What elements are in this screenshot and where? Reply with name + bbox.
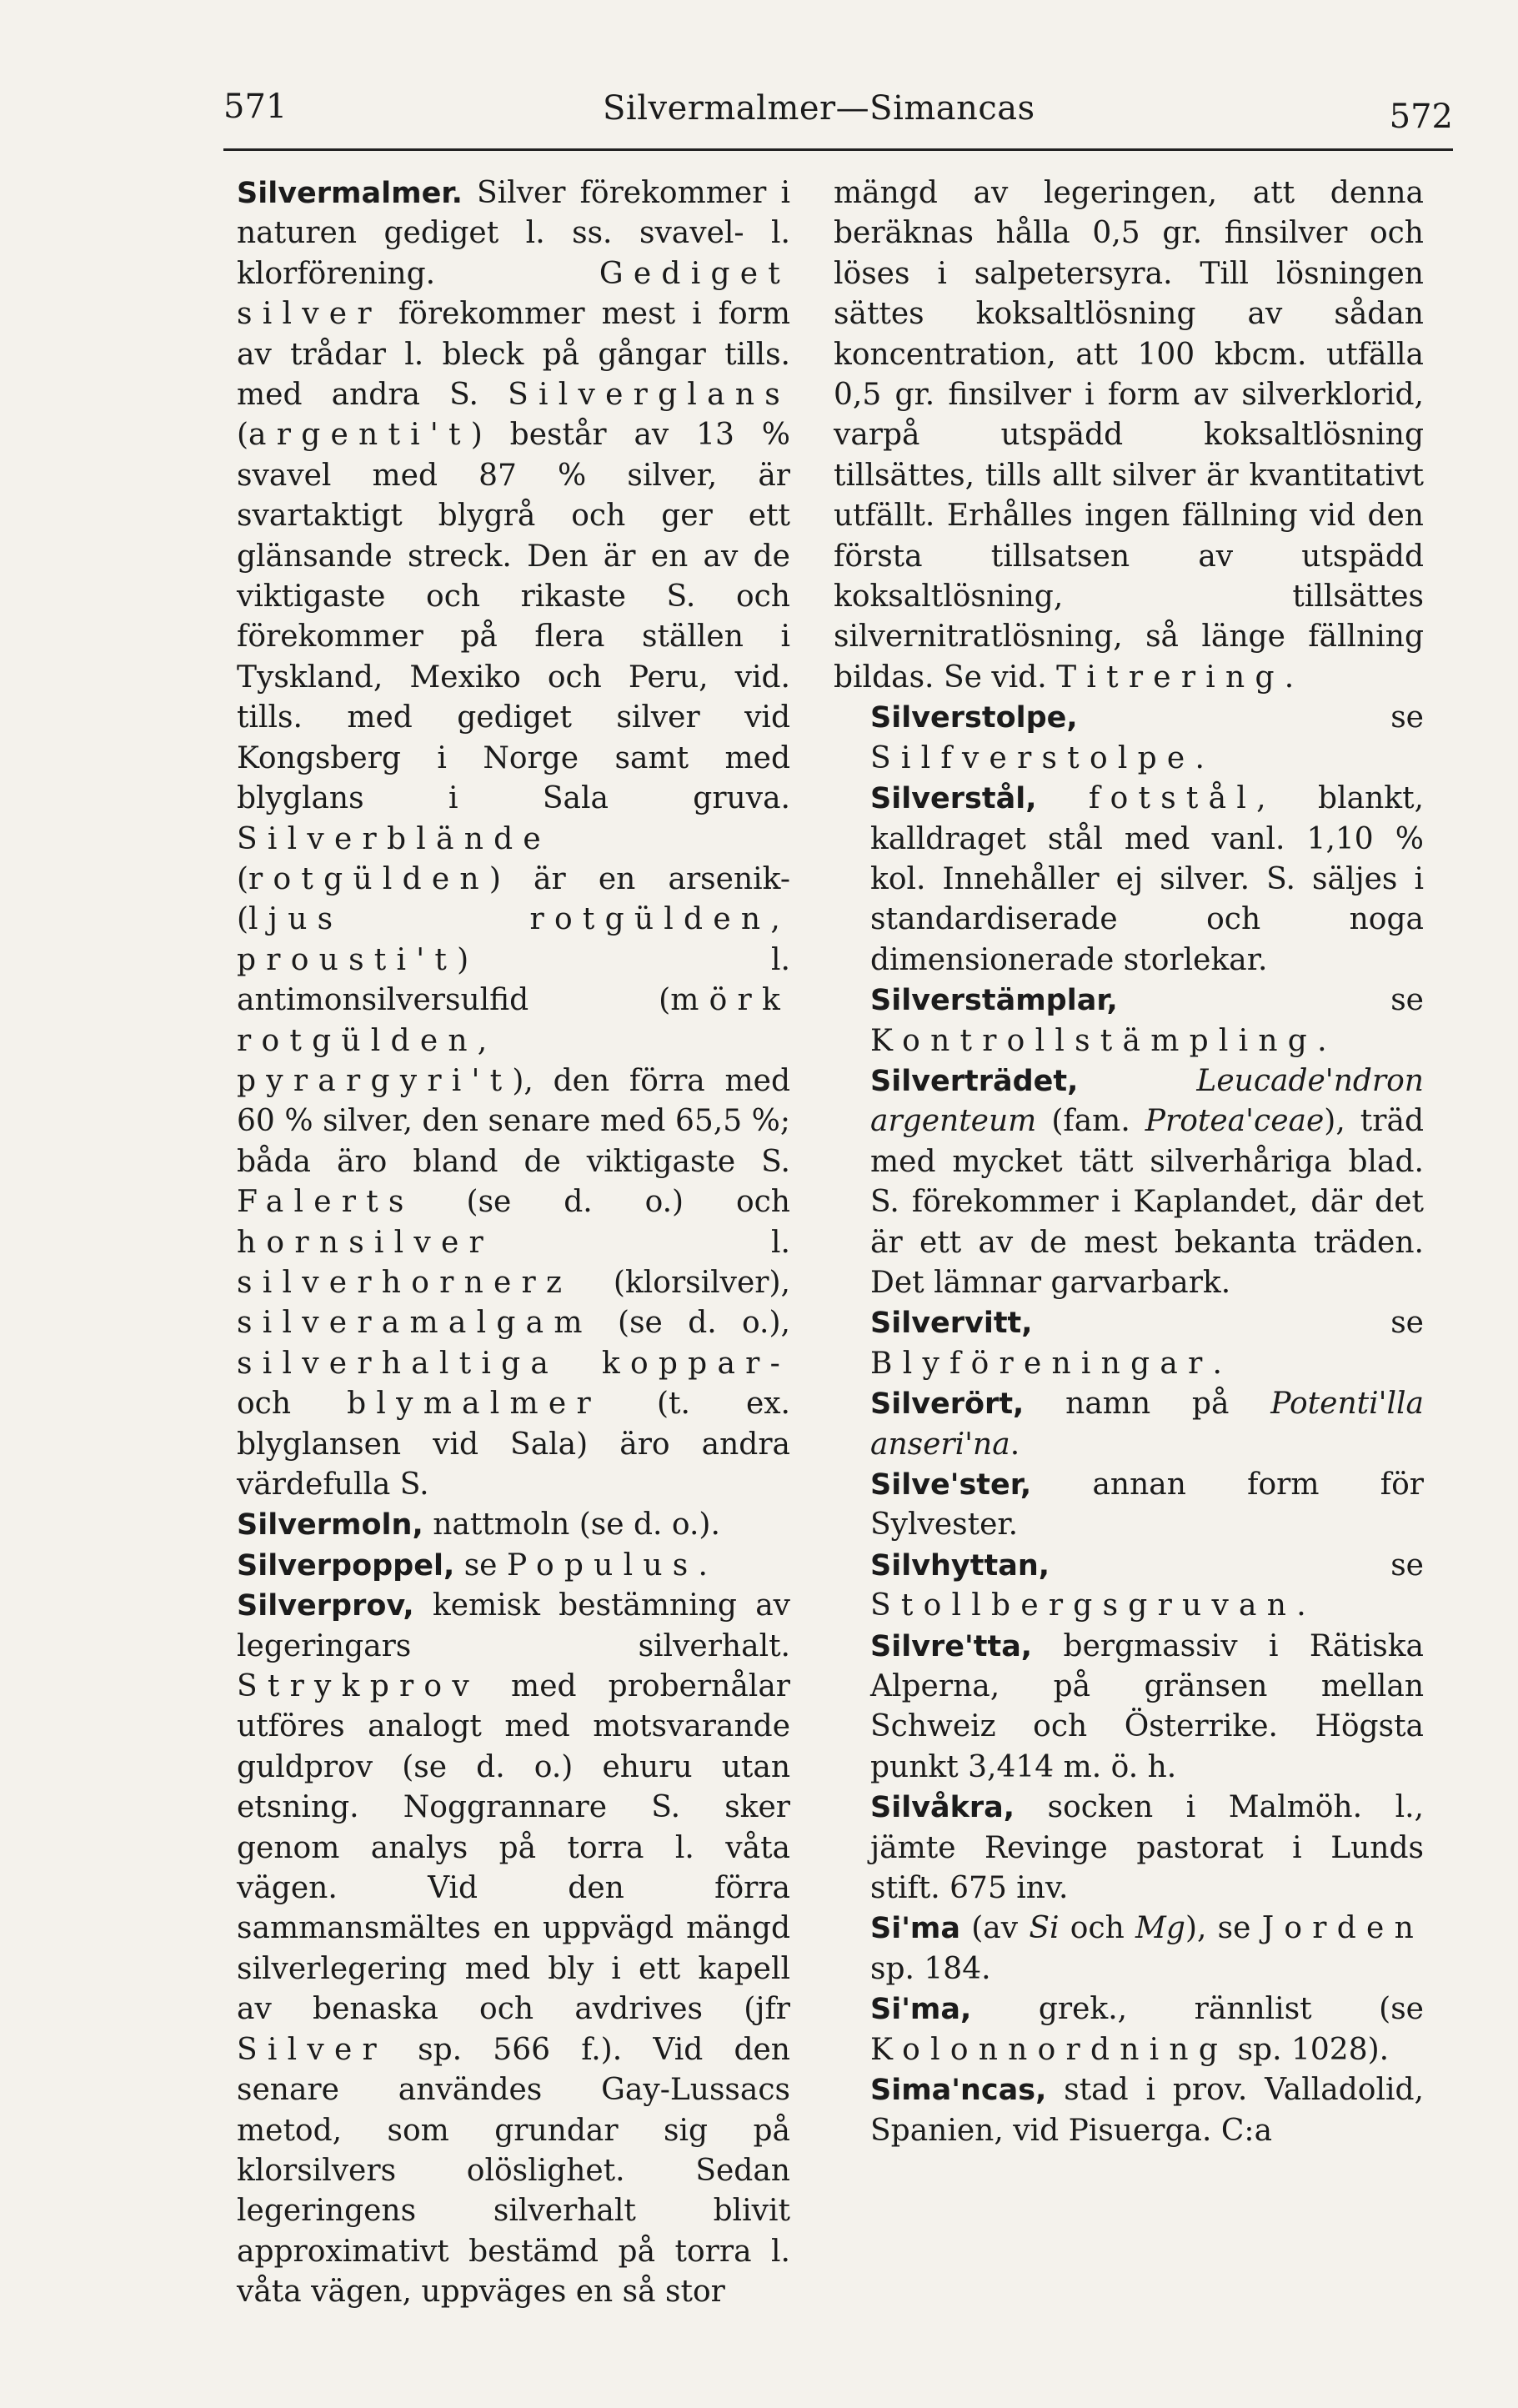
entry-sima-1: Si'ma (av Si och Mg), se Jorden sp. 184.	[870, 1911, 1424, 1986]
headword: Silverpoppel,	[237, 1548, 455, 1583]
entry-silvervitt: Silvervitt, se Blyföreningar.	[870, 1306, 1424, 1381]
left-column	[200, 173, 790, 2313]
spaced-term: Silverblände	[237, 821, 551, 856]
entry-silvertradet: Silverträdet, Leucade'ndron argenteum (fam. Protea'ceae), träd med mycket tätt silverhåriga blad. S. förekommer i Kaplandet, där det är ett av de mest bekanta träden. Det lämnar garvarbark.	[870, 1063, 1424, 1300]
entry-silvretta: Silvre'tta, bergmassiv i Rätiska Alperna, på gränsen mellan Schweiz och Österrike. Högsta punkt 3,414 m. ö. h.	[870, 1628, 1424, 1784]
headword: Silvervitt,	[870, 1307, 1033, 1341]
latin-name: Leucade'ndron argenteum	[870, 1063, 1424, 1139]
spaced-term: ljus rotgülden, prousti't	[237, 902, 790, 977]
headword: Silvermalmer.	[237, 177, 463, 210]
headword: Silverstämplar,	[870, 984, 1118, 1018]
entry-silverstal: Silverstål, fotstål, blankt, kalldraget stål med vanl. 1,10 % kol. Innehåller ej silver. S. säljes i standardiserade och noga dimensionerade storlekar.	[870, 781, 1424, 977]
entry-silverstamplar: Silverstämplar, se Kontrollstämpling.	[870, 983, 1424, 1058]
headword: Sima'ncas,	[870, 2074, 1047, 2108]
entry-silverpoppel: Silverpoppel, se Populus.	[237, 1548, 708, 1583]
entry-silverort: Silverört, namn på Potenti'lla anseri'na.	[870, 1387, 1424, 1462]
chemical-symbol: Mg	[1135, 1911, 1185, 1946]
spaced-term: argenti't	[248, 418, 471, 453]
entry-sima-2: Si'ma, grek., rännlist (se Kolonnordning sp. 1028).	[870, 1992, 1424, 2067]
headword: Silverört,	[870, 1387, 1025, 1422]
entry-silvester: Silve'ster, annan form för Sylvester.	[870, 1467, 1424, 1543]
headword: Si'ma,	[870, 1993, 972, 2027]
spaced-term: Stollbergsgruvan	[870, 1588, 1297, 1623]
header-rule	[223, 148, 1453, 151]
spaced-term: Kontrollstämpling	[870, 1023, 1318, 1058]
headword: Silverstål,	[870, 782, 1037, 816]
spaced-term: silverhornerz	[237, 1265, 573, 1300]
spaced-term: Silfverstolpe	[870, 740, 1195, 775]
entry-silverprov: Silverprov, kemisk bestämning av legeringars silverhalt. Strykprov med probernålar utföres analogt med motsvarande guldprov (se d. o.) ehuru utan etsning. Noggrannare S. sker genom analys på torra l. våta vägen. Vid den förra sammansmältes en uppvägd mängd silverlegering med bly i ett kapell av benaska och avdrives (jfr Silver sp. 566 f.). Vid den senare användes Gay-Lussacs metod, som grundar sig på klorsilvers olöslighet. Sedan legeringens silverhalt blivit approximativt bestämd på torra l. våta vägen, uppväges en så stor	[237, 1588, 790, 2310]
entry-silvermalmer: Silvermalmer. Silver förekommer i naturen gediget l. ss. svavel- l. klorförening. Gediget silver förekommer mest i form av trådar l. bleck på gångar tills. med andra S. Silverglans (argenti't) består av 13 % svavel med 87 % silver, är svartaktigt blygrå och ger ett glänsande streck. Den är en av de viktigaste och rikaste S. och förekommer på flera ställen i Tyskland, Mexiko och Peru, vid. tills. med gediget silver vid Kongsberg i Norge samt med blyglans i Sala gruva. Silverblände (rotgülden) är en arsenik- (ljus rotgülden, prousti't) l. antimonsilversulfid (mörk rotgülden, pyrargyri't), den förra med 60 % silver, den senare med 65,5 %; båda äro bland de viktigaste S. Falerts (se d. o.) och hornsilver l. silverhornerz (klorsilver), silveramalgam (se d. o.), silverhaltiga koppar- och blymalmer (t. ex. blyglansen vid Sala) äro andra värdefulla S.	[237, 176, 790, 1502]
spaced-term: silverhaltiga koppar-	[237, 1346, 790, 1381]
spaced-term: Blyföreningar	[870, 1346, 1213, 1381]
entry-silvhyttan: Silvhyttan, se Stollbergsgruvan.	[870, 1548, 1424, 1623]
right-column	[834, 173, 1424, 2151]
spaced-term: fotstål	[1089, 781, 1257, 816]
spaced-term: Jorden	[1261, 1911, 1424, 1946]
spaced-term: Silver	[237, 2032, 387, 2067]
chemical-symbol: Si	[1029, 1911, 1060, 1946]
entry-silvakra: Silvåkra, socken i Malmöh. l., jämte Revinge pastorat i Lunds stift. 675 inv.	[870, 1790, 1424, 1906]
spaced-term: blymalmer	[347, 1387, 601, 1422]
headword: Silvermoln,	[237, 1508, 423, 1543]
headword: Silverträdet,	[870, 1064, 1079, 1098]
latin-name: Protea'ceae	[1145, 1104, 1325, 1139]
entry-continuation: mängd av legeringen, att denna beräknas hålla 0,5 gr. finsilver och löses i salpetersyra. Till lösningen sättes koksaltlösning av sådan koncentration, att 100 kbcm. utfälla 0,5 gr. finsilver i form av silverklorid, varpå utspädd koksaltlösning tillsättes, tills allt silver är kvantitativt utfällt. Erhålles ingen fällning vid den första tillsatsen av utspädd koksaltlösning, tillsättes silvernitratlösning, så länge fällning bildas. Se vid. Titrering.	[834, 176, 1424, 695]
page-header	[223, 79, 1453, 146]
entry-simancas: Sima'ncas, stad i prov. Valladolid, Spanien, vid Pisuerga. C:a	[870, 2073, 1424, 2148]
headword: Silvhyttan,	[870, 1548, 1050, 1583]
headword: Si'ma	[870, 1912, 961, 1946]
headword: Silverprov,	[237, 1589, 414, 1623]
spaced-term: Titrering	[1056, 660, 1285, 695]
page-number-left: 571	[223, 88, 288, 126]
spaced-term: hornsilver	[237, 1225, 494, 1260]
headword: Silvåkra,	[870, 1791, 1015, 1825]
latin-name: Potenti'lla anseri'na	[870, 1387, 1424, 1462]
spaced-term: silveramalgam	[237, 1306, 593, 1341]
page-number-right: 572	[1389, 98, 1453, 136]
headword: Silve'ster,	[870, 1468, 1032, 1502]
spaced-term: rotgülden	[248, 861, 489, 896]
entry-silvermoln: Silvermoln, nattmoln (se d. o.).	[237, 1508, 720, 1543]
spaced-term: Silverglans	[508, 378, 790, 413]
entry-silverstolpe: Silverstolpe, se Silfverstolpe.	[870, 700, 1424, 775]
spaced-term: Falerts	[237, 1185, 414, 1220]
headword: Silverstolpe,	[870, 701, 1078, 735]
spaced-term: Gediget silver	[237, 256, 790, 332]
spaced-term: mörk rotgülden, pyrargyri't	[237, 983, 790, 1098]
headword: Silvre'tta,	[870, 1629, 1033, 1663]
spaced-term: Strykprov	[237, 1669, 479, 1704]
spaced-term: Kolonnordning	[870, 2032, 1229, 2067]
spaced-term: Populus	[506, 1548, 699, 1583]
running-title: Silvermalmer—Simancas	[603, 89, 1035, 128]
